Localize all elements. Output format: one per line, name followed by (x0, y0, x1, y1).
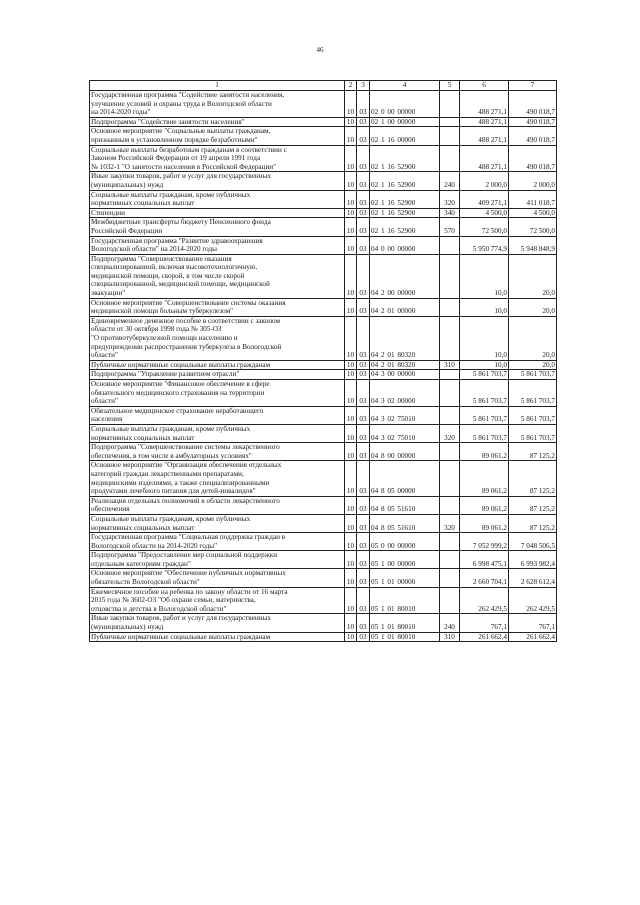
amount-year-2: 261 662,4 (509, 632, 557, 642)
table-row (90, 145, 557, 172)
section-code: 10 (345, 316, 357, 360)
expense-type-code (440, 533, 460, 551)
amount-year-1: 5 861 703,7 (460, 370, 509, 380)
row-name: Стипендии (90, 208, 345, 218)
amount-year-1: 488 271,1 (460, 117, 509, 127)
subsection-code: 03 (357, 614, 370, 632)
section-code: 10 (345, 254, 357, 298)
target-item-code: 04 2 01 00000 (370, 298, 440, 316)
subsection-code: 03 (357, 127, 370, 145)
target-item-code: 04 2 01 80320 (370, 360, 440, 370)
expense-type-code (440, 316, 460, 360)
target-item-code: 04 8 00 00000 (370, 443, 440, 461)
amount-year-2: 767,1 (509, 614, 557, 632)
row-name: Подпрограмма "Управление развитием отрасли" (90, 370, 345, 380)
table-row (90, 218, 557, 236)
section-code: 10 (345, 587, 357, 614)
amount-year-1: 409 271,1 (460, 190, 509, 208)
table-row (90, 424, 557, 442)
table-row (90, 443, 557, 461)
table-row (90, 632, 557, 642)
row-name: Реализация отдельных полномочий в области лекарственного обеспечения (90, 496, 345, 514)
target-item-code: 02 1 00 00000 (370, 117, 440, 127)
row-name: Основное мероприятие "Организация обеспечения отдельных категорий граждан лекарственными препаратами, медицинскими изделиями, а также специализированными продуктами лечебного питания для детей-инвалидов" (90, 461, 345, 496)
expense-type-code: 310 (440, 632, 460, 642)
row-name: Публичные нормативные социальные выплаты гражданам (90, 632, 345, 642)
amount-year-2: 4 500,0 (509, 208, 557, 218)
amount-year-2: 20,0 (509, 298, 557, 316)
section-code: 10 (345, 461, 357, 496)
amount-year-2: 72 500,0 (509, 218, 557, 236)
row-name: Иные закупки товаров, работ и услуг для государственных (муниципальных) нужд (90, 172, 345, 190)
row-name: Единовременное денежное пособие в соответствии с законом области от 30 октября 1998 года № 305-ОЗ "О противотуберкулезной помощи населению и предупреждении распространения туберкулеза в Вологодской области" (90, 316, 345, 360)
amount-year-1: 5 861 703,7 (460, 406, 509, 424)
subsection-code: 03 (357, 370, 370, 380)
expense-type-code (440, 496, 460, 514)
expense-type-code: 570 (440, 218, 460, 236)
amount-year-2: 490 018,7 (509, 91, 557, 118)
target-item-code: 05 1 01 00000 (370, 569, 440, 587)
amount-year-1: 7 052 999,2 (460, 533, 509, 551)
amount-year-1: 488 271,1 (460, 127, 509, 145)
subsection-code: 03 (357, 424, 370, 442)
column-header: 2 (345, 81, 357, 91)
row-name: Иные закупки товаров, работ и услуг для государственных (муниципальных) нужд (90, 614, 345, 632)
subsection-code: 03 (357, 145, 370, 172)
section-code: 10 (345, 632, 357, 642)
table-row (90, 551, 557, 569)
row-name: Подпрограмма "Совершенствование оказания специализированной, включая высокотехнологичную, медицинской помощи, скорой, в том числе скорой специализированной, медицинской помощи, медицинской эвакуации" (90, 254, 345, 298)
section-code: 10 (345, 218, 357, 236)
row-name: Подпрограмма "Содействие занятости населения" (90, 117, 345, 127)
section-code: 10 (345, 514, 357, 532)
table-row (90, 254, 557, 298)
section-code: 10 (345, 424, 357, 442)
column-header: 6 (460, 81, 509, 91)
target-item-code: 05 1 00 00000 (370, 551, 440, 569)
row-name: Ежемесячное пособие на ребенка по закону области от 16 марта 2015 года № 3602-ОЗ "Об охране семьи, материнства, отцовства и детства в Вологодской области" (90, 587, 345, 614)
subsection-code: 03 (357, 254, 370, 298)
expense-type-code (440, 298, 460, 316)
target-item-code: 04 2 00 00000 (370, 254, 440, 298)
subsection-code: 03 (357, 514, 370, 532)
amount-year-1: 10,0 (460, 298, 509, 316)
target-item-code: 04 3 02 75010 (370, 406, 440, 424)
row-name: Социальные выплаты безработным гражданам в соответствии с Законом Российской Федерации от 19 апреля 1991 года № 1032-1 "О занятости населения в Российской Федерации" (90, 145, 345, 172)
section-code: 10 (345, 443, 357, 461)
column-header: 4 (370, 81, 440, 91)
amount-year-1: 488 271,1 (460, 91, 509, 118)
target-item-code: 05 1 01 80010 (370, 587, 440, 614)
expense-type-code (440, 117, 460, 127)
row-name: Социальные выплаты гражданам, кроме публичных нормативных социальных выплат (90, 514, 345, 532)
amount-year-2: 411 018,7 (509, 190, 557, 208)
target-item-code: 04 3 02 75010 (370, 424, 440, 442)
column-header: 3 (357, 81, 370, 91)
row-name: Основное мероприятие "Совершенствование системы оказания медицинской помощи больным туберкулезом" (90, 298, 345, 316)
table-row (90, 117, 557, 127)
row-name: Основное мероприятие "Социальные выплаты гражданам, признанным в установленном порядке безработными" (90, 127, 345, 145)
expense-type-code (440, 127, 460, 145)
expense-type-code: 320 (440, 514, 460, 532)
target-item-code: 02 1 16 52900 (370, 208, 440, 218)
expense-type-code (440, 443, 460, 461)
amount-year-1: 6 998 475,1 (460, 551, 509, 569)
target-item-code: 04 2 01 80320 (370, 316, 440, 360)
expense-type-code: 340 (440, 208, 460, 218)
section-code: 10 (345, 145, 357, 172)
row-name: Социальные выплаты гражданам, кроме публичных нормативных социальных выплат (90, 190, 345, 208)
amount-year-2: 5 861 703,7 (509, 370, 557, 380)
section-code: 10 (345, 496, 357, 514)
target-item-code: 05 1 01 80010 (370, 632, 440, 642)
amount-year-1: 2 000,0 (460, 172, 509, 190)
section-code: 10 (345, 91, 357, 118)
section-code: 10 (345, 190, 357, 208)
expense-type-code (440, 236, 460, 254)
table-header-row (90, 81, 557, 91)
expense-type-code: 310 (440, 360, 460, 370)
target-item-code: 02 0 00 00000 (370, 91, 440, 118)
subsection-code: 03 (357, 190, 370, 208)
expense-type-code (440, 587, 460, 614)
target-item-code: 04 8 05 51610 (370, 514, 440, 532)
row-name: Обязательное медицинское страхование неработающего населения (90, 406, 345, 424)
amount-year-1: 5 861 703,7 (460, 424, 509, 442)
amount-year-1: 89 061,2 (460, 514, 509, 532)
expense-type-code (440, 91, 460, 118)
table-row (90, 461, 557, 496)
section-code: 10 (345, 569, 357, 587)
row-name: Социальные выплаты гражданам, кроме публичных нормативных социальных выплат (90, 424, 345, 442)
amount-year-2: 5 948 848,9 (509, 236, 557, 254)
budget-table (89, 80, 557, 642)
table-row (90, 569, 557, 587)
amount-year-2: 2 628 612,4 (509, 569, 557, 587)
subsection-code: 03 (357, 91, 370, 118)
subsection-code: 03 (357, 117, 370, 127)
expense-type-code: 240 (440, 172, 460, 190)
amount-year-1: 10,0 (460, 360, 509, 370)
expense-type-code (440, 551, 460, 569)
subsection-code: 03 (357, 496, 370, 514)
section-code: 10 (345, 614, 357, 632)
table-row (90, 298, 557, 316)
table-row (90, 127, 557, 145)
expense-type-code (440, 254, 460, 298)
subsection-code: 03 (357, 569, 370, 587)
table-body (90, 81, 557, 642)
row-name: Государственная программа "Развитие здравоохранения Вологодской области" на 2014-2020 годы (90, 236, 345, 254)
section-code: 10 (345, 380, 357, 407)
amount-year-2: 262 429,5 (509, 587, 557, 614)
amount-year-1: 89 061,2 (460, 496, 509, 514)
subsection-code: 03 (357, 406, 370, 424)
row-name: Межбюджетные трансферты бюджету Пенсионного фонда Российской Федерации (90, 218, 345, 236)
section-code: 10 (345, 533, 357, 551)
amount-year-2: 87 125,2 (509, 496, 557, 514)
section-code: 10 (345, 208, 357, 218)
table-row (90, 514, 557, 532)
amount-year-2: 7 048 506,5 (509, 533, 557, 551)
table-row (90, 91, 557, 118)
column-header: 5 (440, 81, 460, 91)
row-name: Подпрограмма "Предоставление мер социальной поддержки отдельным категориям граждан" (90, 551, 345, 569)
amount-year-2: 20,0 (509, 360, 557, 370)
section-code: 10 (345, 172, 357, 190)
table-row (90, 370, 557, 380)
target-item-code: 05 0 00 00000 (370, 533, 440, 551)
section-code: 10 (345, 360, 357, 370)
table-row (90, 614, 557, 632)
amount-year-2: 490 018,7 (509, 127, 557, 145)
page-number: 46 (316, 46, 324, 54)
subsection-code: 03 (357, 298, 370, 316)
subsection-code: 03 (357, 236, 370, 254)
subsection-code: 03 (357, 551, 370, 569)
amount-year-2: 5 861 703,7 (509, 380, 557, 407)
subsection-code: 03 (357, 533, 370, 551)
table-row (90, 172, 557, 190)
subsection-code: 03 (357, 208, 370, 218)
amount-year-2: 87 125,2 (509, 443, 557, 461)
row-name: Основное мероприятие "Обеспечение публичных нормативных обязательств Вологодской области" (90, 569, 345, 587)
subsection-code: 03 (357, 632, 370, 642)
section-code: 10 (345, 370, 357, 380)
amount-year-2: 5 861 703,7 (509, 406, 557, 424)
table-row (90, 208, 557, 218)
amount-year-1: 262 429,5 (460, 587, 509, 614)
target-item-code: 04 3 02 00000 (370, 380, 440, 407)
expense-type-code: 320 (440, 424, 460, 442)
row-name: Публичные нормативные социальные выплаты гражданам (90, 360, 345, 370)
target-item-code: 05 1 01 80010 (370, 614, 440, 632)
section-code: 10 (345, 406, 357, 424)
table-row (90, 236, 557, 254)
column-header: 7 (509, 81, 557, 91)
subsection-code: 03 (357, 218, 370, 236)
expense-type-code (440, 406, 460, 424)
table-row (90, 533, 557, 551)
amount-year-2: 20,0 (509, 316, 557, 360)
amount-year-1: 488 271,1 (460, 145, 509, 172)
table-row (90, 406, 557, 424)
subsection-code: 03 (357, 461, 370, 496)
subsection-code: 03 (357, 587, 370, 614)
target-item-code: 04 0 00 00000 (370, 236, 440, 254)
target-item-code: 04 3 00 00000 (370, 370, 440, 380)
column-header: 1 (90, 81, 345, 91)
section-code: 10 (345, 551, 357, 569)
expense-type-code: 320 (440, 190, 460, 208)
target-item-code: 02 1 16 00000 (370, 127, 440, 145)
row-name: Основное мероприятие "Финансовое обеспечение в сфере обязательного медицинского страхования на территории области" (90, 380, 345, 407)
table-row (90, 380, 557, 407)
target-item-code: 04 8 05 00000 (370, 461, 440, 496)
section-code: 10 (345, 298, 357, 316)
expense-type-code (440, 380, 460, 407)
expense-type-code (440, 461, 460, 496)
table-row (90, 587, 557, 614)
table-row (90, 360, 557, 370)
amount-year-1: 89 061,2 (460, 461, 509, 496)
amount-year-1: 4 500,0 (460, 208, 509, 218)
amount-year-1: 10,0 (460, 254, 509, 298)
subsection-code: 03 (357, 360, 370, 370)
amount-year-1: 10,0 (460, 316, 509, 360)
amount-year-2: 490 018,7 (509, 145, 557, 172)
section-code: 10 (345, 117, 357, 127)
expense-type-code: 240 (440, 614, 460, 632)
target-item-code: 02 1 16 52900 (370, 218, 440, 236)
table-row (90, 316, 557, 360)
amount-year-2: 87 125,2 (509, 461, 557, 496)
amount-year-1: 5 861 703,7 (460, 380, 509, 407)
amount-year-2: 20,0 (509, 254, 557, 298)
amount-year-1: 72 500,0 (460, 218, 509, 236)
subsection-code: 03 (357, 380, 370, 407)
amount-year-1: 767,1 (460, 614, 509, 632)
amount-year-2: 490 018,7 (509, 117, 557, 127)
section-code: 10 (345, 127, 357, 145)
target-item-code: 02 1 16 52900 (370, 172, 440, 190)
expense-type-code (440, 569, 460, 587)
amount-year-1: 2 660 704,1 (460, 569, 509, 587)
target-item-code: 02 1 16 52900 (370, 145, 440, 172)
target-item-code: 04 8 05 51610 (370, 496, 440, 514)
row-name: Подпрограмма "Совершенствование системы лекарственного обеспечения, в том числе в амбулаторных условиях" (90, 443, 345, 461)
expense-type-code (440, 145, 460, 172)
target-item-code: 02 1 16 52900 (370, 190, 440, 208)
amount-year-1: 89 061,2 (460, 443, 509, 461)
table-row (90, 190, 557, 208)
amount-year-2: 5 861 703,7 (509, 424, 557, 442)
amount-year-2: 87 125,2 (509, 514, 557, 532)
expense-type-code (440, 370, 460, 380)
amount-year-2: 2 000,0 (509, 172, 557, 190)
subsection-code: 03 (357, 172, 370, 190)
amount-year-1: 5 950 774,9 (460, 236, 509, 254)
subsection-code: 03 (357, 443, 370, 461)
subsection-code: 03 (357, 316, 370, 360)
amount-year-1: 261 662,4 (460, 632, 509, 642)
section-code: 10 (345, 236, 357, 254)
row-name: Государственная программа "Социальная поддержка граждан в Вологодской области на 2014-2020 годы" (90, 533, 345, 551)
amount-year-2: 6 993 982,4 (509, 551, 557, 569)
row-name: Государственная программа "Содействие занятости населения, улучшение условий и охраны труда в Вологодской области на 2014-2020 годы" (90, 91, 345, 118)
table-row (90, 496, 557, 514)
